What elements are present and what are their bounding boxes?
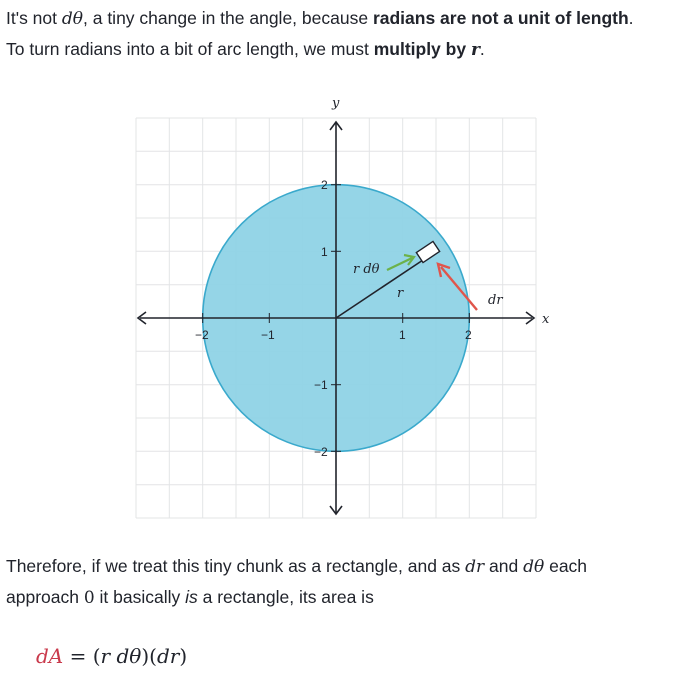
conclusion-text: and <box>484 556 524 576</box>
polar-area-graph <box>120 90 580 530</box>
formula-paren: ( <box>149 644 157 668</box>
emphasis-multiply <box>374 39 480 59</box>
intro-text: , a tiny change in the angle, because <box>83 8 373 28</box>
math-r: r <box>470 40 480 60</box>
conclusion-text: Therefore, if we treat this tiny chunk as a rectangle, and as <box>6 556 466 576</box>
emphasis-is: is <box>185 587 198 607</box>
formula-paren: ) <box>141 644 150 668</box>
emphasis-radians: radians are not a unit of length <box>372 8 629 28</box>
formula-r: r <box>100 644 111 668</box>
math-dtheta: dθ <box>523 557 545 577</box>
x-tick-label: −2 <box>195 328 209 342</box>
label-r: r <box>397 286 404 301</box>
math-zero: 0 <box>83 588 95 608</box>
math-dtheta: dθ <box>61 9 83 29</box>
label-r-dtheta: r dθ <box>353 262 380 277</box>
label-dr: dr <box>488 293 503 308</box>
conclusion-text: a rectangle, its area is <box>197 587 374 607</box>
conclusion-text: each <box>544 556 588 576</box>
conclusion-text: approach <box>6 587 84 607</box>
x-tick-label: 2 <box>465 328 472 342</box>
y-tick-label: 1 <box>321 245 328 259</box>
intro-text: To turn radians into a bit of arc length, we must <box>6 39 374 59</box>
y-axis-label: y <box>332 96 340 111</box>
emphasis-multiply-text: multiply by <box>373 39 471 59</box>
formula-equals: = <box>63 644 93 668</box>
formula-paren: ) <box>179 644 188 668</box>
math-dr: dr <box>465 557 485 577</box>
conclusion-paragraph <box>6 551 694 613</box>
x-tick-label: 1 <box>399 328 406 342</box>
intro-text: . <box>628 8 634 28</box>
area-formula <box>36 644 187 668</box>
x-tick-label: −1 <box>261 328 275 342</box>
formula-dr: dr <box>156 644 180 668</box>
formula-lhs: dA <box>36 644 64 668</box>
y-tick-label: 2 <box>321 178 328 192</box>
intro-paragraph <box>6 3 694 65</box>
formula-paren: ( <box>92 644 101 668</box>
conclusion-text: it basically <box>94 587 186 607</box>
y-tick-label: −1 <box>314 378 328 392</box>
intro-text: It's not <box>6 8 62 28</box>
x-axis-label: x <box>542 312 550 327</box>
formula-dtheta: dθ <box>116 644 142 668</box>
intro-text: . <box>479 39 485 59</box>
y-tick-label: −2 <box>314 445 328 459</box>
